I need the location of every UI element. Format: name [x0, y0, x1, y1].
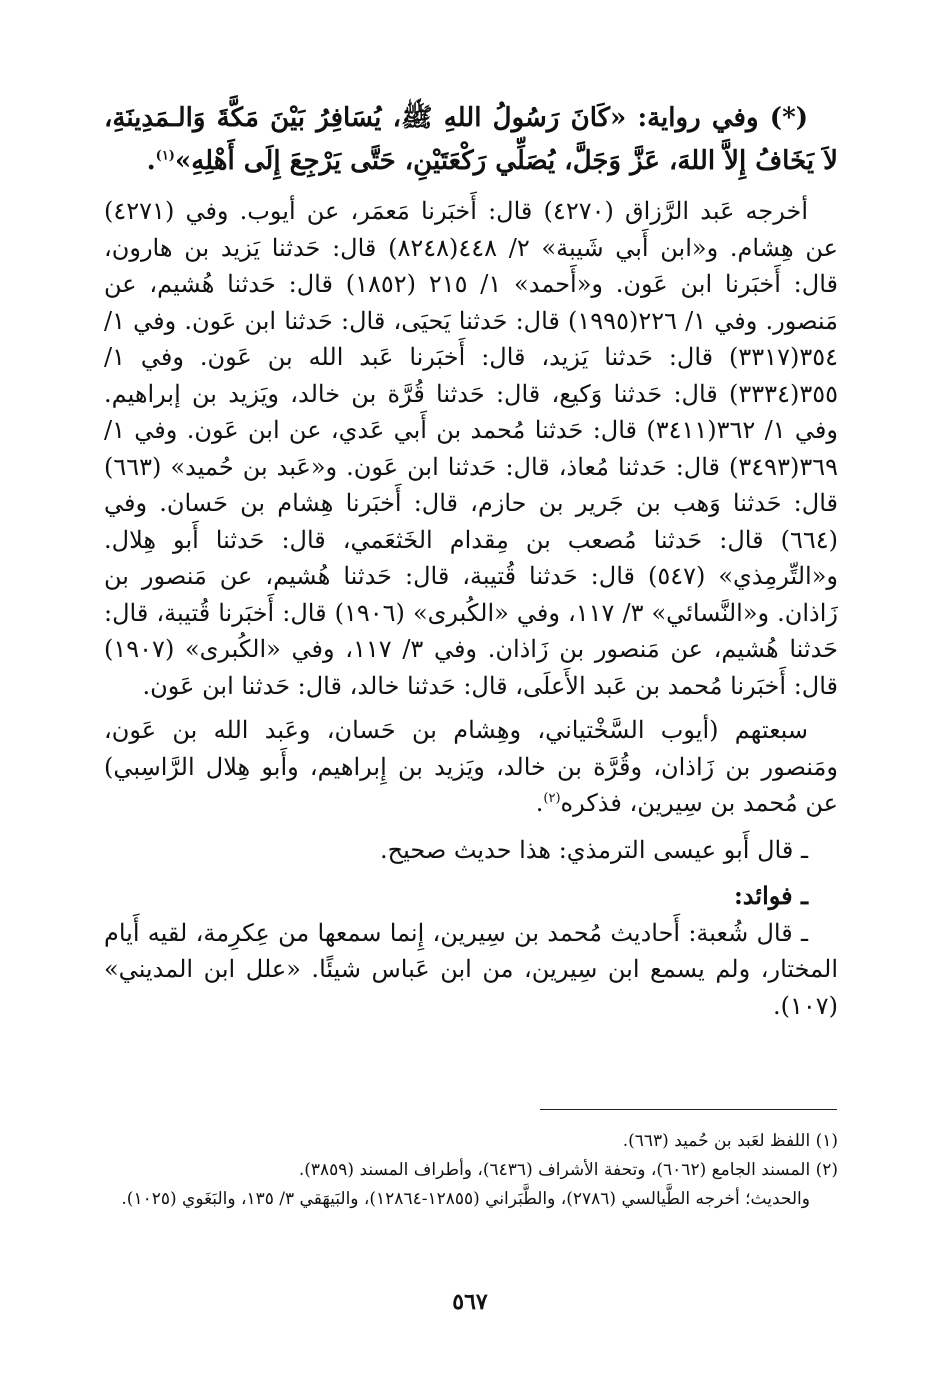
- footnote-separator: [540, 1109, 837, 1110]
- footnote-2-continued: والحديث؛ أخرجه الطَّيالسي (٢٧٨٦)، والطَّبَراني (١٢٨٥٥-١٢٨٦٤)، والبَيهَقي ٣/ ١٣٥، والبَغَوي (١٠٢٥).: [121, 1189, 810, 1209]
- page-number: ٥٦٧: [452, 1289, 488, 1315]
- narrators-end: .: [535, 789, 544, 817]
- footnote-1: (١) اللفظ لعَبد بن حُميد (٦٦٣).: [622, 1131, 838, 1151]
- benefits-heading: ـ فوائد:: [733, 881, 808, 910]
- footnote-2: (٢) المسند الجامع (٦٠٦٢)، وتحفة الأشراف (٦٤٣٦)، وأطراف المسند (٣٨٥٩).: [298, 1160, 838, 1180]
- takhrij-paragraph: أخرجه عَبد الرَّزاق (٤٢٧٠) قال: أَخبَرنا مَعمَر، عن أيوب. وفي (٤٢٧١) عن هِشام. و«ابن أَبي شَيبة» ٢/ ٤٤٨(٨٢٤٨) قال: حَدثنا يَزيد بن هارون، قال: أَخبَرنا ابن عَون. و«أَحمد» ١/ ٢١٥ (١٨٥٢) قال: حَدثنا هُشيم، عن مَنصور. وفي ١/ ٢٢٦(١٩٩٥) قال: حَدثنا يَحيَى، قال: حَدثنا ابن عَون. وفي ١/ ٣٥٤(٣٣١٧) قال: حَدثنا يَزيد، قال: أَخبَرنا عَبد الله بن عَون. وفي ١/ ٣٥٥(٣٣٣٤) قال: حَدثنا وَكيع، قال: حَدثنا قُرَّة بن خالد، ويَزيد بن إبراهيم. وفي ١/ ٣٦٢(٣٤١١) قال: حَدثنا مُحمد بن أَبي عَدي، عن ابن عَون. وفي ١/ ٣٦٩(٣٤٩٣) قال: حَدثنا مُعاذ، قال: حَدثنا ابن عَون. و«عَبد بن حُميد» (٦٦٣) قال: حَدثنا وَهب بن جَرير بن حازم، قال: أَخبَرنا هِشام بن حَسان. وفي (٦٦٤) قال: حَدثنا مُصعب بن مِقدام الخَثعَمي، قال: حَدثنا أَبو هِلال. و«التِّرمِذي» (٥٤٧) قال: حَدثنا قُتيبة، قال: حَدثنا هُشيم، عن مَنصور بن زَاذان. و«النَّسائي» ٣/ ١١٧، وفي «الكُبرى» (١٩٠٦) قال: أَخبَرنا قُتيبة، قال: حَدثنا هُشيم، عن مَنصور بن زَاذان. وفي ٣/ ١١٧، وفي «الكُبرى» (١٩٠٧) قال: أَخبَرنا مُحمد بن عَبد الأَعلَى، قال: حَدثنا خالد، قال: حَدثنا ابن عَون.: [104, 197, 839, 700]
- hadith-text: [104, 97, 838, 183]
- footnote-ref-2[interactable]: (٢): [543, 791, 561, 806]
- footnote-ref-1[interactable]: (١): [155, 148, 175, 164]
- benefit-item: ـ قال شُعبة: أَحاديث مُحمد بن سِيرين، إِنما سمعها من عِكرِمة، لقيه أَيام المختار، ولم يسمع ابن سِيرين، من ابن عَباس شيئًا. «علل ابن المديني» (١٠٧).: [104, 918, 838, 1020]
- main-text: [104, 97, 838, 1024]
- tirmidhi-ruling: ـ قال أَبو عيسى الترمذي: هذا حديث صحيح.: [379, 835, 808, 864]
- hadith-body: (*) وفي رواية: «كَانَ رَسُولُ اللهِ ﷺ، يُسَافِرُ بَيْنَ مَكَّةَ وَالـمَدِينَةِ، لاَ يَخَافُ إِلاَّ اللهَ، عَزَّ وَجَلَّ، يُصَلِّي رَكْعَتَيْنِ، حَتَّى يَرْجِعَ إِلَى أَهْلِهِ»: [104, 103, 838, 176]
- narrators-body: سبعتهم (أيوب السَّخْتياني، وهِشام بن حَسان، وعَبد الله بن عَون، ومَنصور بن زَاذان، وقُرَّة بن خالد، ويَزيد بن إِبراهيم، وأَبو هِلال الرَّاسِبي) عن مُحمد بن سِيرين، فذكره: [104, 716, 838, 817]
- narrators-paragraph: [104, 712, 838, 822]
- footnotes: [104, 1127, 838, 1214]
- hadith-end: .: [146, 146, 156, 176]
